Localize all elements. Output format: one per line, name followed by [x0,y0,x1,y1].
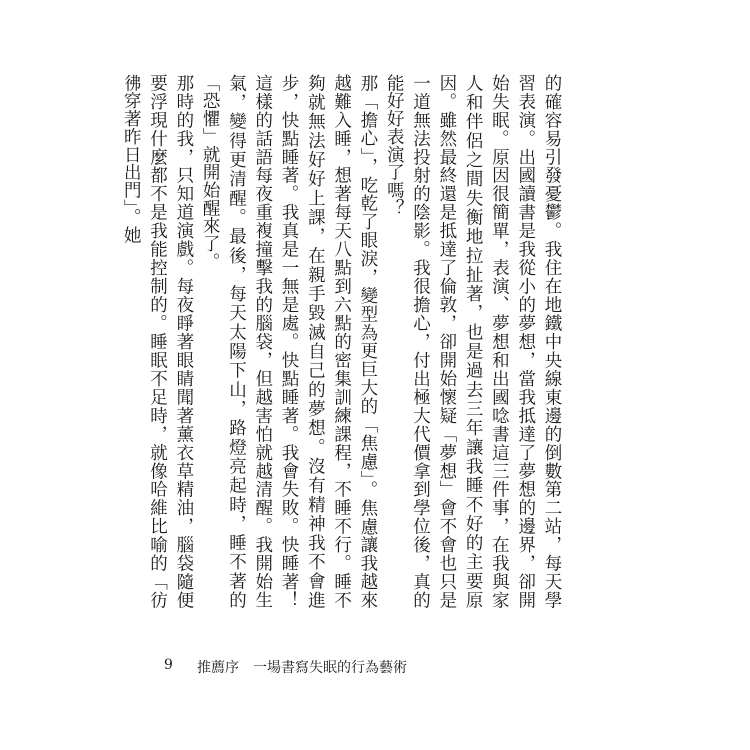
paragraph-3: 那時的我，只知道演戲。每夜睜著眼睛聞著薰衣草精油，腦袋隨便要浮現什麼都不是我能控制的。睡眠不足時，就像哈維比喻的「彷彿穿著昨日出門」。她 [121,74,194,609]
paragraph-1: 的確容易引發憂鬱。我住在地鐵中央線東邊的倒數第二站，每天學習表演。出國讀書是我從小的夢想，當我抵達了夢想的邊界，卻開始失眠。原因很簡單，表演、夢想和出國唸書這三件事，在我與家人和伴侶之間失衡地拉扯著，也是過去三年讓我睡不好的主要原因。雖然最終還是抵達了倫敦，卻開始懷疑「夢想」會不會也只是一道無法投射的陰影。我很擔心，付出極大代價拿到學位後，真的能好好表演了嗎？ [384,74,562,609]
body-text [121,74,565,609]
paragraph-2: 那「擔心」，吃乾了眼淚，變型為更巨大的「焦慮」。焦慮讓我越來越難入睡，想著每天八點到六點的密集訓練課程，不睡不行。睡不夠就無法好好上課，在親手毀滅自己的夢想。沒有精神我不會進步，快點睡著。我真是一無是處。快點睡著。我會失敗。快睡著！這樣的話語每夜重複撞擊我的腦袋，但越害怕就越清醒。我開始生氣，變得更清醒。最後，每天太陽下山，路燈亮起時，睡不著的「恐懼」就開始醒來了。 [200,74,378,609]
page-footer [0,657,750,681]
page-number: 9 [164,657,173,673]
running-header: 推薦序 一場書寫失眠的行為藝術 [197,660,407,676]
